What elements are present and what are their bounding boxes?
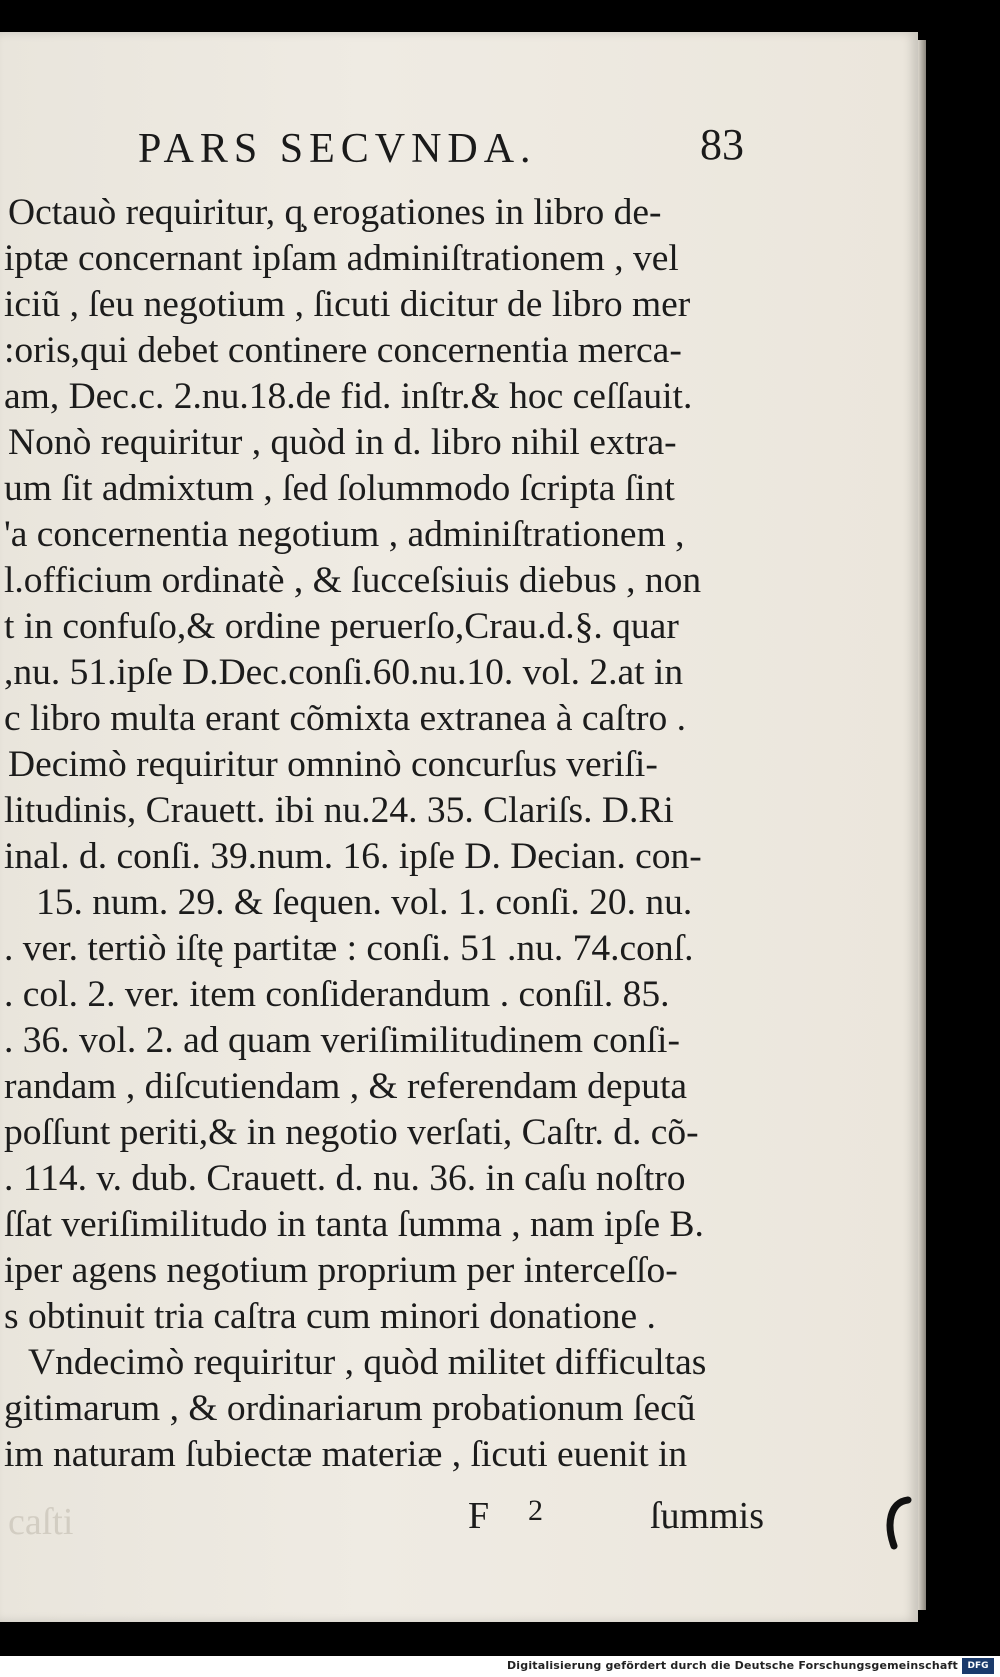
text-line: . 114. v. dub. Crauett. d. nu. 36. in caſu noſtro xyxy=(4,1158,686,1199)
text-line: . 36. vol. 2. ad quam veriſimilitudinem conſi- xyxy=(4,1020,680,1061)
catchword: ſummis xyxy=(650,1495,765,1537)
text-line: im naturam ſubiectæ materiæ , ſicuti euenit in xyxy=(4,1434,688,1475)
text-line: c libro multa erant cõmixta extranea à caſtro . xyxy=(4,698,686,739)
text-line: inal. d. conſi. 39.num. 16. ipſe D. Decian. con- xyxy=(4,836,702,877)
text-line: s obtinuit tria caſtra cum minori donatione . xyxy=(4,1296,656,1337)
catchword-line xyxy=(0,1494,918,1544)
text-line: 'a concernentia negotium , adminiſtrationem , xyxy=(4,514,685,555)
text-line: um ſit admixtum , ſed ſolummodo ſcripta ſint xyxy=(4,468,675,509)
text-line: am, Dec.c. 2.nu.18.de fid. inſtr.& hoc ceſſauit. xyxy=(4,376,693,417)
running-head xyxy=(0,97,918,187)
running-title: PARS SECVNDA. xyxy=(138,126,537,172)
page-number: 83 xyxy=(700,120,744,169)
signature-mark: F xyxy=(468,1495,490,1537)
text-line: Octauò requiritur, q̧ erogationes in libro de- xyxy=(8,192,662,233)
text-line: randam , diſcutiendam , & referendam deputa xyxy=(4,1066,688,1107)
text-line: litudinis, Crauett. ibi nu.24. 35. Clariſs. D.Ri xyxy=(4,790,674,831)
book-page xyxy=(0,32,918,1622)
text-line: . ver. tertiò iſtę partitæ : conſi. 51 .nu. 74.conſ. xyxy=(4,928,694,969)
footer-bar xyxy=(0,1656,1000,1677)
text-line: iptæ concernant ipſam adminiſtrationem , vel xyxy=(4,238,679,279)
text-line: gitimarum , & ordinariarum probationum ſecũ xyxy=(4,1388,696,1429)
text-line: 15. num. 29. & ſequen. vol. 1. conſi. 20. nu. xyxy=(36,882,693,923)
text-line: t in confuſo,& ordine peruerſo,Crau.d.§. quar xyxy=(4,606,679,647)
funding-credit: Digitalisierung gefördert durch die Deutsche Forschungsgemeinschaft xyxy=(506,1659,958,1672)
text-line: iciũ , ſeu negotium , ſicuti dicitur de libro mer xyxy=(4,284,691,325)
text-line: ,nu. 51.ipſe D.Dec.conſi.60.nu.10. vol. 2.at in xyxy=(4,652,684,693)
page-clip-icon xyxy=(880,1494,918,1554)
dfg-logo: DFG xyxy=(962,1658,994,1674)
text-line: ſſat veriſimilitudo in tanta ſumma , nam ipſe B. xyxy=(4,1204,704,1245)
text-line: Decimò requiritur omninò concurſus veriſi- xyxy=(8,744,658,785)
signature-number: 2 xyxy=(528,1494,543,1527)
text-line: Nonò requiritur , quòd in d. libro nihil extra- xyxy=(8,422,677,463)
text-line: poſſunt periti,& in negotio verſati, Caſtr. d. cõ- xyxy=(4,1112,699,1153)
show-through-text: caſti xyxy=(8,1501,74,1543)
text-line: l.officium ordinatè , & ſucceſsiuis diebus , non xyxy=(4,560,702,601)
text-line: :oris,qui debet continere concernentia merca- xyxy=(4,330,682,371)
page-edge xyxy=(918,40,926,1610)
text-line: . col. 2. ver. item conſiderandum . conſil. 85. xyxy=(4,974,670,1015)
text-line: Vndecimò requiritur , quòd militet difficultas xyxy=(28,1342,707,1383)
text-line: iper agens negotium proprium per interceſſo- xyxy=(4,1250,678,1291)
